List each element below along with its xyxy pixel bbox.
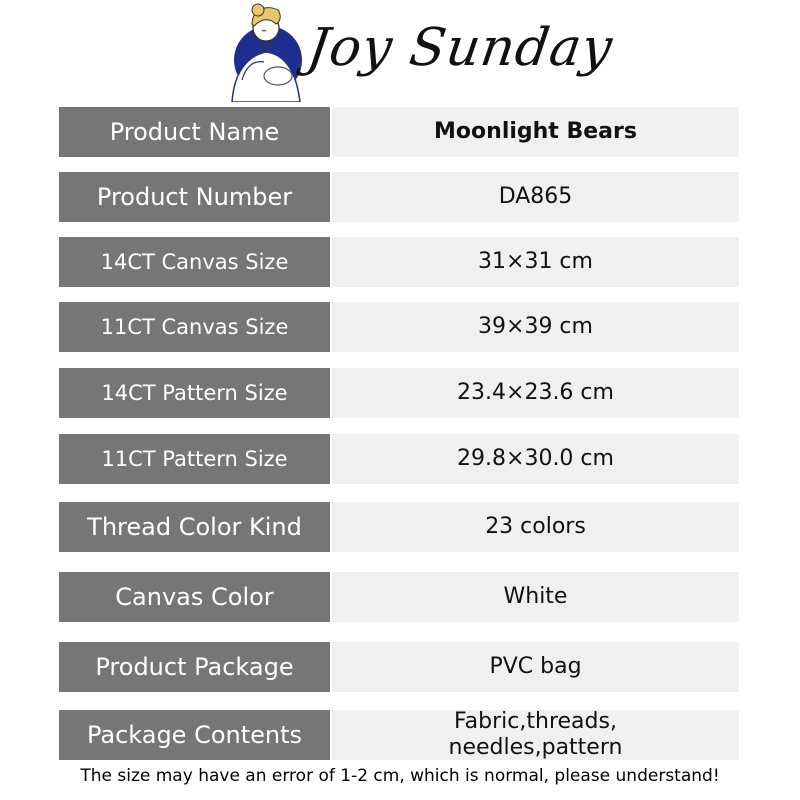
table-row [59,710,739,760]
row-label: Package Contents [59,710,330,760]
row-value: White [332,572,739,622]
row-label: 11CT Canvas Size [59,302,330,352]
row-value [332,710,739,760]
row-value: 23 colors [332,502,739,552]
table-row [59,434,739,484]
row-value: 31×31 cm [332,237,739,287]
row-label: Thread Color Kind [59,502,330,552]
row-label: 14CT Pattern Size [59,368,330,418]
row-value: PVC bag [332,642,739,692]
table-row [59,572,739,622]
row-label: Product Name [59,107,330,157]
table-row [59,107,739,157]
row-label: 11CT Pattern Size [59,434,330,484]
table-row [59,302,739,352]
row-value-line: needles,pattern [448,735,623,760]
row-value-line: Fabric,threads, [454,709,617,734]
row-label: Product Package [59,642,330,692]
brand-header [0,0,800,104]
row-value: Moonlight Bears [332,107,739,157]
table-row [59,642,739,692]
table-row [59,172,739,222]
row-value: DA865 [332,172,739,222]
table-row [59,237,739,287]
brand-name: Joy Sunday [303,18,617,78]
row-value: 23.4×23.6 cm [332,368,739,418]
row-value: 29.8×30.0 cm [332,434,739,484]
row-value: 39×39 cm [332,302,739,352]
row-label: 14CT Canvas Size [59,237,330,287]
row-label: Product Number [59,172,330,222]
table-row [59,502,739,552]
size-disclaimer: The size may have an error of 1-2 cm, which is normal, please understand! [80,766,720,786]
table-row [59,368,739,418]
woman-embroidering-icon [220,0,312,102]
row-label: Canvas Color [59,572,330,622]
